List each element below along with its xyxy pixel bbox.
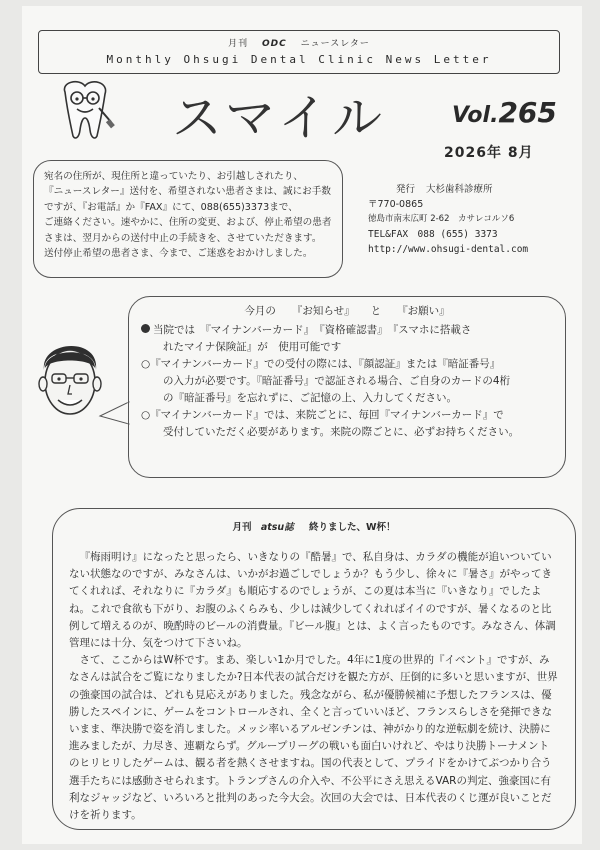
publisher-address: 徳島市南末広町 2-62 カサレコルソ6 (368, 214, 515, 224)
announcement-item-line: の入力が必要です。『暗証番号』で認証される場合、ご自身のカードの4桁 (163, 375, 511, 387)
announcement-main (141, 322, 553, 339)
issue-date: 2026年 8月 (444, 145, 534, 161)
essay-title-name: atsu誌 (260, 522, 294, 533)
header-title (39, 36, 559, 49)
newsletter-title: スマイル (172, 89, 386, 147)
publisher-info (368, 182, 528, 257)
notice-line: 宛名の住所が、現住所と違っていたり、お引越しされたり、 (44, 171, 304, 182)
announcement-title-and: と (370, 305, 382, 317)
volume-prefix: Vol. (452, 103, 499, 128)
header-newsletter: ニュースレター (300, 39, 370, 49)
notice-line: ですが、『お電話』か『FAX』にて、088(655)3373まで、 (44, 201, 298, 213)
header-subtitle: Monthly Ohsugi Dental Clinic News Letter (106, 53, 492, 66)
tooth-mascot-icon (55, 78, 115, 142)
publisher-postal: 〒770-0865 (368, 199, 424, 210)
volume-value: 265 (498, 96, 557, 129)
publisher-name: 大杉歯科診療所 (426, 184, 493, 195)
publisher-tel: TEL&FAX 088 (655) 3373 (368, 229, 498, 240)
announcement-title-b: 『お願い』 (397, 305, 450, 317)
publisher-label: 発行 (396, 184, 416, 195)
volume-number (452, 96, 557, 129)
essay-body (69, 549, 559, 824)
header-monthly: 月刊 (228, 39, 249, 49)
announcement-title-a: 『お知らせ』 (291, 305, 355, 317)
notice-line: 『ニュースレター』送付を、希望されない患者さまは、誠にお手数 (44, 186, 331, 198)
announcement-item-line: の『暗証番号』を忘れずに、ご記憶の上、入力してください。 (163, 392, 457, 404)
essay-title (69, 519, 559, 533)
announcement-title-prefix: 今月の (244, 305, 276, 317)
essay-paragraph: 『梅雨明け』になったと思ったら、いきなりの『酷暑』で、私自身は、カラダの機能が追いついていない状態なのですが、みなさんは、いかがお過ごしでしょうか？もう少し、徐々に『暑さ』がやってきてくれれば、それなりに『カラダ』も順応するのでしょうが、この夏は本当に『いきなり』でしたよね。これで食欲も下がり、お腹のふくらみも、少しは減少してくれればイイのですが、暑くなるのと比例して増えるのが、晩酌時のビールの消費量。『ビール腹』とは、よく言ったものです。みなさん、体調管理には十分、気をつけて下さいね。 (69, 551, 556, 650)
header-odc: ODC (262, 39, 287, 49)
publisher-url: http://www.ohsugi-dental.com (368, 244, 529, 255)
essay-box (52, 508, 576, 830)
announcement-main-line: れたマイナ保険証』が 使用可能です (163, 341, 342, 353)
announcement-item: ○『マイナンバーカード』では、来院ごとに、毎回『マイナンバーカード』で (141, 409, 504, 421)
address-notice-box (33, 160, 343, 278)
notice-line: 送付停止希望の患者さま、今まで、ご迷惑をおかけしました。 (44, 248, 313, 260)
notice-line: ご連絡ください。速やかに、住所の変更、および、停止希望の患者 (44, 217, 332, 229)
announcement-bubble (128, 296, 566, 478)
essay-paragraph: さて、ここからはW杯です。まあ、楽しい1か月でした。4年に1度の世界的『イベント』ですが、みなさんは試合をご覧になりましたか?日本代表の試合だけを観た方が、圧倒的に多いと思いますが、世界の強豪国の試合は、どれも見応えがありました。残念ながら、私が優勝候補に予想したフランスは、優勝したスペインに、ゲームをコントロールされ、全くと言っていいほど、フランスらしさを発揮できないまま、準決勝で姿を消しました。メッシ率いるアルゼンチンは、神がかり的な逆転劇を続け、決勝に進みましたが、力尽き、連覇ならず。グループリーグの戦いも面白いけれど、やはり決勝トーナメントのヒリヒリしたゲームは、観る者を熱くさせますね。国の代表として、プライドをかけてぶつかり合う選手たちには感動させられます。トランプさんの介入や、不公平にさえ思えるVARの判定、強豪国に有利なジャッジなど、いろいろと批判のあった今大会。次回の大会では、日本代表のくじ運が良いことだけを祈ります。 (69, 654, 558, 822)
publisher-name-row (368, 182, 528, 197)
announcement-item: ○『マイナンバーカード』での受付の際には、『顔認証』または『暗証番号』 (141, 358, 501, 370)
essay-title-text: 終りました、W杯！ (309, 522, 396, 533)
essay-title-prefix: 月刊 (232, 522, 252, 533)
announcement-item-line: 受付していただく必要があります。来院の際ごとに、必ずお持ちください。 (163, 426, 520, 438)
bullet-dot-icon (141, 324, 150, 333)
notice-line: さまは、翌月からの送付中止の手続きを、させていただきます。 (44, 232, 322, 244)
announcement-main-line: 当院では 『マイナンバーカード』 『資格確認書』 『スマホに搭載さ (153, 324, 472, 336)
announcement-title (141, 303, 553, 320)
newsletter-header (38, 30, 560, 74)
